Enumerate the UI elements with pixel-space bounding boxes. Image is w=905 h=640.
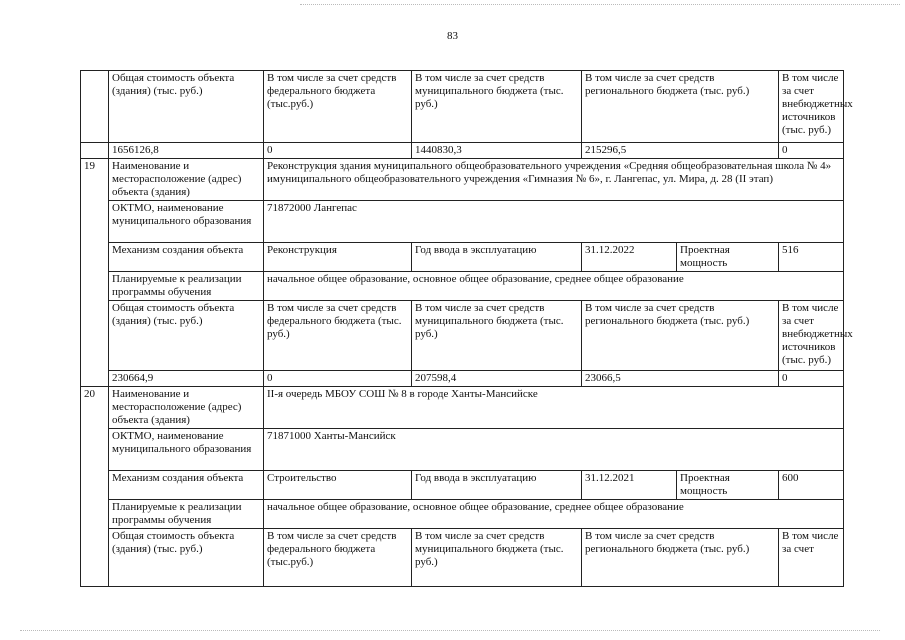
oktmo-label: ОКТМО, наименование муниципального образования [109,429,264,471]
table-row [81,371,844,387]
extra-value: 0 [779,143,844,159]
mechanism-label: Механизм создания объекта [109,243,264,272]
regional-header: В том числе за счет средств регионального бюджета (тыс. руб.) [582,529,779,587]
oktmo-value: 71871000 Ханты-Мансийск [264,429,844,471]
municipal-value: 1440830,3 [412,143,582,159]
name-address-label: Наименование и месторасположение (адрес) объекта (здания) [109,159,264,201]
commission-year-label: Год ввода в эксплуатацию [412,471,582,500]
object-name: II-я очередь МБОУ СОШ № 8 в городе Ханты-Мансийске [264,387,844,429]
total-value: 1656126,8 [109,143,264,159]
object-name: Реконструкция здания муниципального общеобразовательного учреждения «Средняя общеобразовательная школа № 4» имуниципального общеобразовательного учреждения «Гимназия № 6», г. Лангепас, ул. Мира, д. 28 (II этап) [264,159,844,201]
scan-artifact-top [300,4,900,6]
capacity-label: Проектная мощность [677,471,779,500]
table-row [81,159,844,201]
total-cost-label: Общая стоимость объекта (здания) (тыс. руб.) [109,529,264,587]
commission-year-value: 31.12.2021 [582,471,677,500]
programs-value: начальное общее образование, основное общее образование, среднее общее образование [264,272,844,301]
table-row [81,243,844,272]
table-row [81,529,844,587]
mechanism-label: Механизм создания объекта [109,471,264,500]
federal-header: В том числе за счет средств федерального бюджета (тыс.руб.) [264,529,412,587]
mechanism-value: Строительство [264,471,412,500]
regional-header: В том числе за счет средств регионального бюджета (тыс. руб.) [582,301,779,371]
page-number: 83 [447,30,458,42]
total-cost-label: Общая стоимость объекта (здания) (тыс. руб.) [109,301,264,371]
programs-value: начальное общее образование, основное общее образование, среднее общее образование [264,500,844,529]
capacity-value: 516 [779,243,844,272]
programs-label: Планируемые к реализации программы обучения [109,272,264,301]
federal-value: 0 [264,371,412,387]
table-row [81,143,844,159]
oktmo-label: ОКТМО, наименование муниципального образования [109,201,264,243]
regional-value: 23066,5 [582,371,779,387]
extra-header: В том числе за счет внебюджетных источников (тыс. руб.) [779,301,844,371]
capacity-label: Проектная мощность [677,243,779,272]
regional-header: В том числе за счет средств регионального бюджета (тыс. руб.) [582,71,779,143]
extra-value: 0 [779,371,844,387]
extra-header: В том числе за счет внебюджетных источников (тыс. руб.) [779,71,844,143]
commission-year-label: Год ввода в эксплуатацию [412,243,582,272]
commission-year-value: 31.12.2022 [582,243,677,272]
table-row [81,500,844,529]
regional-value: 215296,5 [582,143,779,159]
name-address-label: Наименование и месторасположение (адрес) объекта (здания) [109,387,264,429]
row-number: 20 [81,387,109,587]
table-row [81,301,844,371]
table-row [81,201,844,243]
municipal-header: В том числе за счет средств муниципального бюджета (тыс. руб.) [412,301,582,371]
federal-header: В том числе за счет средств федерального бюджета (тыс. руб.) [264,301,412,371]
scan-artifact-bottom [20,630,880,632]
capacity-value: 600 [779,471,844,500]
row-number: 19 [81,159,109,387]
objects-table [80,70,853,587]
table-row [81,387,844,429]
extra-header: В том числе за счет [779,529,844,587]
federal-header: В том числе за счет средств федерального бюджета (тыс.руб.) [264,71,412,143]
table-row [81,471,844,500]
table-row [81,71,844,143]
table-row [81,272,844,301]
mechanism-value: Реконструкция [264,243,412,272]
federal-value: 0 [264,143,412,159]
total-cost-label: Общая стоимость объекта (здания) (тыс. руб.) [109,71,264,143]
municipal-value: 207598,4 [412,371,582,387]
programs-label: Планируемые к реализации программы обучения [109,500,264,529]
table-row [81,429,844,471]
row-number-cell [81,71,109,143]
municipal-header: В том числе за счет средств муниципального бюджета (тыс. руб.) [412,71,582,143]
total-value: 230664,9 [109,371,264,387]
municipal-header: В том числе за счет средств муниципального бюджета (тыс. руб.) [412,529,582,587]
oktmo-value: 71872000 Лангепас [264,201,844,243]
